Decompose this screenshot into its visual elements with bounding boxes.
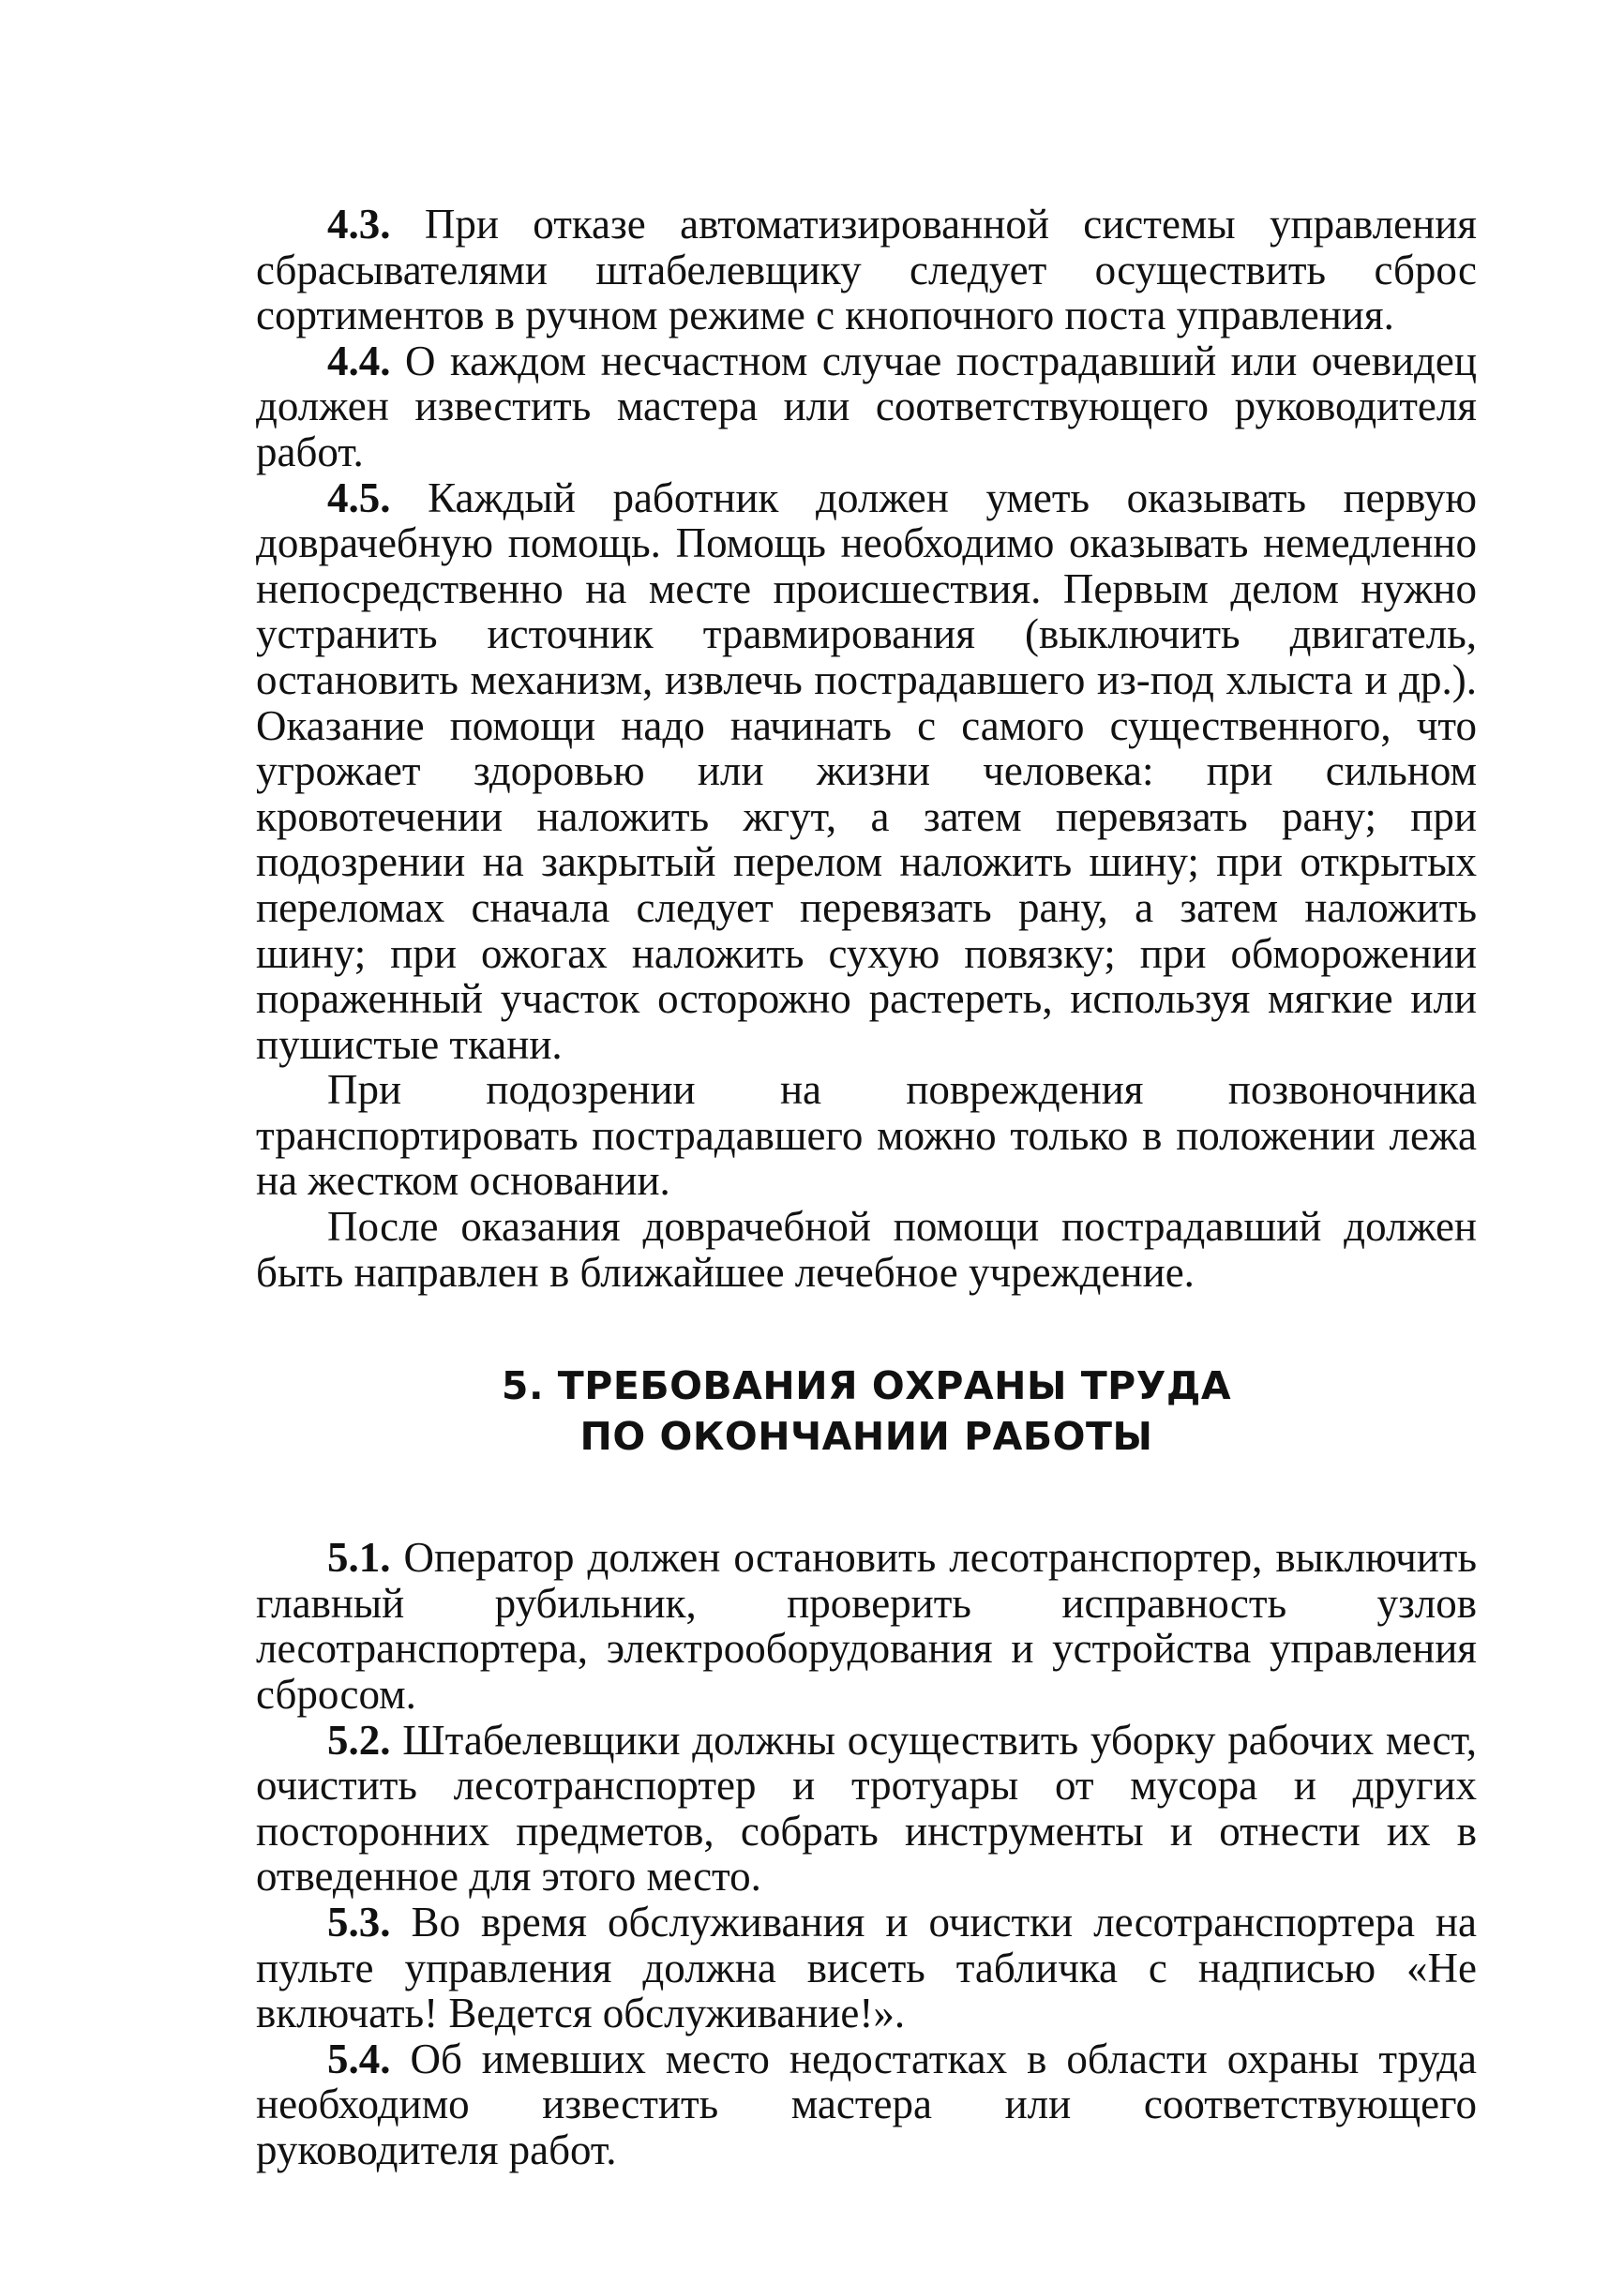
clause-text: Во время обслуживания и очистки лесотранспортера на пульте управления должна висеть табличка с надписью «Не включать! Ведется обслуживание!».: [256, 1899, 1477, 2037]
clause-text: Штабелевщики должны осуществить уборку рабочих мест, очистить лесотранспортер и тротуары от мусора и других посторонних предметов, собрать инструменты и отнести их в отведенное для этого место.: [256, 1716, 1477, 1901]
clause-text: При отказе автоматизированной системы управления сбрасывателями штабелевщику следует осуществить сброс сортиментов в ручном режиме с кнопочного поста управления.: [256, 201, 1477, 339]
section-5-heading-line-2: ПО ОКОНЧАНИИ РАБОТЫ: [579, 1414, 1153, 1460]
paragraph-5-2: [256, 1718, 1477, 1900]
paragraph-5-1: [256, 1535, 1477, 1717]
document-page: [256, 202, 1477, 2173]
clause-text: Об имевших место недостатках в области охраны труда необходимо известить мастера или соответствующего руководителя работ.: [256, 2035, 1477, 2173]
clause-number: 4.3.: [327, 201, 391, 248]
clause-text: Каждый работник должен уметь оказывать первую доврачебную помощь. Помощь необходимо оказывать немедленно непосредственно на месте происшествия. Первым делом нужно устранить источник травмирования (выключить двигатель, остановить механизм, извлечь пострадавшего из-под хлыста и др.). Оказание помощи надо начинать с самого существенного, что угрожает здоровью или жизни человека: при сильном кровотечении наложить жгут, а затем перевязать рану; при подозрении на закрытый перелом наложить шину; при открытых переломах сначала следует перевязать рану, а затем наложить шину; при ожогах наложить сухую повязку; при обморожении пораженный участок осторожно растереть, используя мягкие или пушистые ткани.: [256, 473, 1477, 1068]
clause-number: 5.1.: [327, 1534, 391, 1582]
paragraph-5-4: [256, 2036, 1477, 2173]
paragraph-5-3: [256, 1900, 1477, 2036]
clause-text: Оператор должен остановить лесотранспортер, выключить главный рубильник, проверить исправность узлов лесотранспортера, электрооборудования и устройства управления сбросом.: [256, 1534, 1477, 1719]
section-5-heading: [256, 1360, 1477, 1462]
clause-number: 5.3.: [327, 1899, 391, 1946]
paragraph-4-4: [256, 338, 1477, 475]
clause-number: 4.4.: [327, 337, 391, 384]
clause-number: 5.4.: [327, 2035, 391, 2082]
section-5-heading-line-1: 5. ТРЕБОВАНИЯ ОХРАНЫ ТРУДА: [501, 1363, 1232, 1409]
clause-number: 4.5.: [327, 473, 391, 521]
clause-text: О каждом несчастном случае пострадавший или очевидец должен известить мастера или соответствующего руководителя работ.: [256, 337, 1477, 475]
paragraph-4-5: [256, 475, 1477, 1068]
paragraph-4-3: [256, 202, 1477, 338]
paragraph-spine-injury: При подозрении на повреждения позвоночника транспортировать пострадавшего можно только в положении лежа на жестком основании.: [256, 1066, 1477, 1205]
clause-number: 5.2.: [327, 1716, 391, 1764]
paragraph-after-first-aid: После оказания доврачебной помощи пострадавший должен быть направлен в ближайшее лечебное учреждение.: [256, 1203, 1477, 1296]
